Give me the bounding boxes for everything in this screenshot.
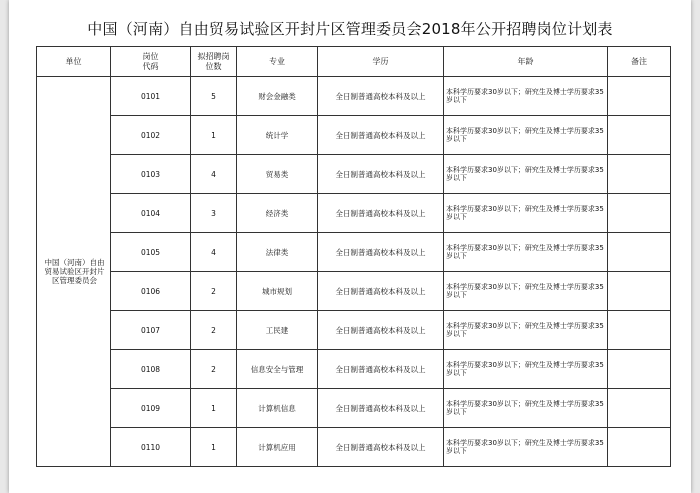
age-cell: 本科学历要求30岁以下；研究生及博士学历要求35岁以下	[444, 77, 608, 116]
table-row	[37, 272, 671, 311]
table-row	[37, 350, 671, 389]
unit-name-cell: 中国（河南）自由贸易试验区开封片区管理委员会	[37, 77, 111, 467]
table-row	[37, 155, 671, 194]
education-cell: 全日制普通高校本科及以上	[318, 311, 444, 350]
post-code-cell: 0105	[111, 233, 191, 272]
count-cell: 5	[191, 77, 237, 116]
count-cell: 4	[191, 233, 237, 272]
post-code-cell: 0107	[111, 311, 191, 350]
count-cell: 2	[191, 350, 237, 389]
count-cell: 4	[191, 155, 237, 194]
header-count: 拟招聘岗 位数	[191, 47, 237, 77]
remarks-cell	[608, 350, 671, 389]
count-cell: 2	[191, 272, 237, 311]
count-cell: 1	[191, 116, 237, 155]
table-row	[37, 116, 671, 155]
age-cell: 本科学历要求30岁以下；研究生及博士学历要求35岁以下	[444, 311, 608, 350]
age-cell: 本科学历要求30岁以下；研究生及博士学历要求35岁以下	[444, 428, 608, 467]
count-cell: 2	[191, 311, 237, 350]
major-cell: 财会金融类	[237, 77, 318, 116]
remarks-cell	[608, 428, 671, 467]
major-cell: 法律类	[237, 233, 318, 272]
education-cell: 全日制普通高校本科及以上	[318, 272, 444, 311]
age-cell: 本科学历要求30岁以下；研究生及博士学历要求35岁以下	[444, 272, 608, 311]
education-cell: 全日制普通高校本科及以上	[318, 194, 444, 233]
post-code-cell: 0110	[111, 428, 191, 467]
age-cell: 本科学历要求30岁以下；研究生及博士学历要求35岁以下	[444, 389, 608, 428]
education-cell: 全日制普通高校本科及以上	[318, 116, 444, 155]
major-cell: 信息安全与管理	[237, 350, 318, 389]
page-title: 中国（河南）自由贸易试验区开封片区管理委员会2018年公开招聘岗位计划表	[87, 20, 613, 38]
table-row	[37, 389, 671, 428]
post-code-cell: 0104	[111, 194, 191, 233]
document-page	[9, 0, 691, 493]
header-unit: 单位	[37, 47, 111, 77]
education-cell: 全日制普通高校本科及以上	[318, 350, 444, 389]
table-row	[37, 194, 671, 233]
age-cell: 本科学历要求30岁以下；研究生及博士学历要求35岁以下	[444, 194, 608, 233]
age-cell: 本科学历要求30岁以下；研究生及博士学历要求35岁以下	[444, 155, 608, 194]
education-cell: 全日制普通高校本科及以上	[318, 233, 444, 272]
remarks-cell	[608, 311, 671, 350]
count-cell: 1	[191, 389, 237, 428]
major-cell: 工民建	[237, 311, 318, 350]
remarks-cell	[608, 116, 671, 155]
recruitment-table	[36, 46, 671, 467]
post-code-cell: 0102	[111, 116, 191, 155]
remarks-cell	[608, 272, 671, 311]
education-cell: 全日制普通高校本科及以上	[318, 77, 444, 116]
major-cell: 贸易类	[237, 155, 318, 194]
header-education: 学历	[318, 47, 444, 77]
remarks-cell	[608, 233, 671, 272]
education-cell: 全日制普通高校本科及以上	[318, 155, 444, 194]
count-cell: 1	[191, 428, 237, 467]
age-cell: 本科学历要求30岁以下；研究生及博士学历要求35岁以下	[444, 116, 608, 155]
post-code-cell: 0109	[111, 389, 191, 428]
major-cell: 统计学	[237, 116, 318, 155]
education-cell: 全日制普通高校本科及以上	[318, 389, 444, 428]
count-cell: 3	[191, 194, 237, 233]
post-code-cell: 0103	[111, 155, 191, 194]
table-row	[37, 428, 671, 467]
major-cell: 经济类	[237, 194, 318, 233]
table-header-row	[37, 47, 671, 77]
table-row	[37, 233, 671, 272]
header-post-code: 岗位 代码	[111, 47, 191, 77]
header-remarks: 备注	[608, 47, 671, 77]
education-cell: 全日制普通高校本科及以上	[318, 428, 444, 467]
major-cell: 城市规划	[237, 272, 318, 311]
header-major: 专业	[237, 47, 318, 77]
table-row	[37, 77, 671, 116]
remarks-cell	[608, 155, 671, 194]
age-cell: 本科学历要求30岁以下；研究生及博士学历要求35岁以下	[444, 233, 608, 272]
table-row	[37, 311, 671, 350]
age-cell: 本科学历要求30岁以下；研究生及博士学历要求35岁以下	[444, 350, 608, 389]
major-cell: 计算机信息	[237, 389, 318, 428]
post-code-cell: 0108	[111, 350, 191, 389]
header-age: 年龄	[444, 47, 608, 77]
major-cell: 计算机应用	[237, 428, 318, 467]
remarks-cell	[608, 77, 671, 116]
post-code-cell: 0101	[111, 77, 191, 116]
post-code-cell: 0106	[111, 272, 191, 311]
remarks-cell	[608, 194, 671, 233]
remarks-cell	[608, 389, 671, 428]
